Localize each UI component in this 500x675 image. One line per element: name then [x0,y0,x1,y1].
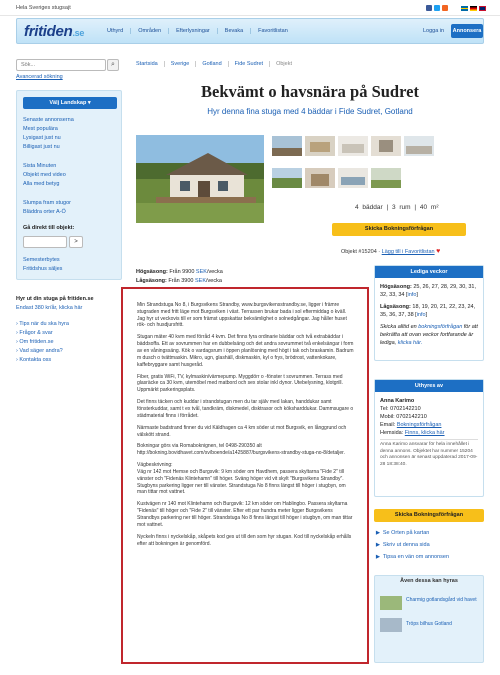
sidebar-item-billigast[interactable]: Billigast just nu [23,144,60,150]
mail-icon: ▶ [376,554,380,560]
similar-thumb[interactable] [380,596,402,610]
direkt-label: Gå direkt till objekt: [23,225,75,231]
flag-uk-icon[interactable] [479,6,486,11]
sidebar-item-saljes[interactable]: Fritidshus säljes [23,266,63,272]
similar-thumb[interactable] [380,618,402,632]
similar-item[interactable]: Charmig gotlandsgård vid havet [406,597,477,603]
crumb-sverige[interactable]: Sverige [164,61,196,67]
crumb-startsida[interactable]: Startsida [136,61,158,67]
thumb-photo[interactable] [272,168,302,188]
site-logo[interactable]: fritiden.se [24,23,85,40]
facebook-icon[interactable] [426,5,432,11]
sidebar-menu [16,90,122,280]
crumb-fide-sudret[interactable]: Fide Sudret [228,61,269,67]
crumb-objekt: Objekt [269,61,298,67]
page-title: Bekvämt o havsnära på Sudret [201,82,419,101]
booking-link[interactable]: bokningsförfrågan [418,324,463,330]
object-go-button[interactable]: > [69,236,83,248]
crumb-gotland[interactable]: Gotland [195,61,227,67]
thumb-photo[interactable] [371,168,401,188]
thumb-photo[interactable] [338,136,368,156]
main-navbar [16,18,484,44]
annonsera-button[interactable]: Annonsera [451,24,483,38]
info-link[interactable]: info [407,292,417,298]
social-icons [426,5,448,11]
flag-de-icon[interactable] [470,6,477,11]
heart-icon[interactable]: ♥ [436,248,441,255]
thumb-photo[interactable] [305,136,335,156]
sidebar-item-orter[interactable]: Bläddra orter A-Ö [23,209,66,215]
advanced-search-link[interactable]: Avancerad sökning [16,74,63,80]
tip-friend-link[interactable]: ▶ Tipsa en vän om annonsen [376,554,450,560]
lediga-veckor-box: Lediga veckor Högsäsong: 25, 26, 27, 28, 29, 30, 31, 32, 33, 34 [info] Lågsäsong: 18, 19, 20, 21, 22, 23, 24, 35, 36, 37, 38 [info] Skicka alltid en bokningsförfrågan för att bekräfta att ovan veckor fortfarande är lediga, klicka här. [374,265,484,361]
login-link[interactable]: Logga in [423,28,445,34]
owner-name: Anna Karimo [380,398,415,404]
sidebar-item-sista-minuten[interactable]: Sista Minuten [23,163,57,169]
link-om[interactable]: › Om fritiden.se [16,339,54,345]
nav-menu [100,28,295,34]
add-favorite-link[interactable]: Lägg till i Favoritlistan [381,249,435,255]
nav-bevaka[interactable]: Bevaka [217,28,250,34]
sidebar-item-senaste[interactable]: Senaste annonserna [23,117,74,123]
link-kontakt[interactable]: › Kontakta oss [16,357,52,363]
nav-omraden[interactable]: Områden [130,28,168,34]
hyr-ut-title: Hyr ut din stuga på fritiden.se [16,296,94,302]
link-fragor[interactable]: › Frågor & svar [16,330,53,336]
sidebar-item-video[interactable]: Objekt med video [23,172,66,178]
breadcrumb [136,61,298,67]
rss-icon[interactable] [442,5,448,11]
hyr-ut-link[interactable]: Endast 380 kr/år, klicka här [16,305,83,311]
search-input[interactable] [16,59,106,71]
nav-uthyrd[interactable]: Uthyrd [107,28,124,34]
language-flags [461,6,486,11]
text-fade [123,626,367,662]
sidebar-item-betyg[interactable]: Alla med betyg [23,181,60,187]
link-andra[interactable]: › Vad säger andra? [16,348,63,354]
currency-link[interactable]: SEK [195,269,207,275]
email-link[interactable]: Bokningsförfrågan [396,422,442,428]
print-icon: ▶ [376,542,380,548]
booking-request-button-2[interactable]: Skicka Bokningsförfrågan [374,509,484,522]
thumb-photo[interactable] [338,168,368,188]
description-box [121,287,369,664]
map-icon: ▶ [376,530,380,536]
sidebar-item-semesterbyte[interactable]: Semesterbytes [23,257,60,263]
main-photo[interactable] [136,135,264,223]
top-bar [0,0,500,16]
similar-item[interactable]: Tröps bilhus Gotland [406,621,452,627]
currency-link[interactable]: SEK [195,278,207,284]
sidebar-item-populara[interactable]: Mest populära [23,126,58,132]
thumb-photo[interactable] [404,136,434,156]
page-subtitle: Hyr denna fina stuga med 4 bäddar i Fide Sudret, Gotland [207,107,413,116]
map-link[interactable]: ▶ Se Orten på kartan [376,530,430,536]
sidebar-item-lysigast[interactable]: Lysigast just nu [23,135,61,141]
object-info: Objekt #15204 · Lägg till i Favoritlistan ♥ [341,248,441,255]
season-prices: Högsäsong: Från 9900 SEK/vecka Lågsäsong: Från 3900 SEK/vecka [136,269,223,284]
thumb-photo[interactable] [305,168,335,188]
similar-listings: Även dessa kan hyras Charmig gotlandsgård vid havet Tröps bilhus Gotland [374,575,484,663]
info-link[interactable]: info [416,312,426,318]
booking-request-button[interactable]: Skicka Bokningsförfrågan [332,223,466,236]
click-here-link[interactable]: klicka här. [397,340,423,346]
nav-favoritlistan[interactable]: Favoritlistan [250,28,295,34]
twitter-icon[interactable] [434,5,440,11]
property-specs: 4 bäddar | 3 rum | 40 m² [355,204,439,211]
thumb-photo[interactable] [272,136,302,156]
sidebar-item-slumpa[interactable]: Slumpa fram stugor [23,200,71,206]
site-tagline: Hela Sveriges stugsajt [16,5,71,11]
print-link[interactable]: ▶ Skriv ut denna sida [376,542,430,548]
thumb-photo[interactable] [371,136,401,156]
uthyres-box: Uthyres av Anna Karimo Tel: 0702142210 Mobil: 0702142210 Email: Bokningsförfrågan Hemsida: Finns, klicka här Anna Karimo ansvarar för hela innehållet i denna annons. Objektet har nummer 15204 och annonsen är senast uppdaterad 2017-09-28 18:38:40. [374,379,484,497]
flag-se-icon[interactable] [461,6,468,11]
choose-landskap-button[interactable]: Välj Landskap ▾ [23,97,117,109]
description-text: Min Strandstuga No 8, i Burgsvikens Strandby, www.burgsvikensstrandby.se, ligger i främre stugraden med fritt läge mot Burgsviken i väst. Terrassen brukar bada i sol eftermiddag o kväll. Jag hyr ut veckovis till er som främst uppskattar bekvämlighet o solnedgångar. Jag håller huset rök- och husdjursfritt. Stugan mäter 40 kvm med förråd 4 kvm. Det finns fyra ordinarie bäddar och två extrabäddar i bäddsoffa. Ett av sovrummen har en dubbelsäng och det andra sovrummet två enkelsängar i form av en våningssäng. Kök o vardagsrum i öppen planlösning med högt i tak och braskamin. Badrum m dusch o tvättmaskin. Mikro, ugn, glashäll, diskmaskin, kyl o frys, brödrost, vattenkokare, kaffebryggare samt husgeråd. Fiber, gratis WiFi, TV, kylmaskin/värmepump. Myggdörr o -fönster t sovrummen. Terrass med glasräcke ca 30 kvm, utemöbel med matbord och sex stolar inkl dynor. Utebelysning, klotgrill. Uppmärkt parkeringsplats. Det finns täcken och kuddar i strandstugan men du tar själv med lakan, handdukar samt fönsterkuddar, samt t ex tvål, tandkräm, diskmedel, disktrasor och köksharddukar. Dammsugare o städmaterial finns i förrådet. Närmaste badstrand finner du vid Käldhagen ca 4 km söder ut mot Burgsvik, en långgrund och välskött strand. Bokningar görs via Romaboknignen, tel 0498-290350 alt http://bokning.bovidhavet.com/sv/boende/a1425887/burgsvikens-strandby-stuga-no-8/detaljer. Vägbeskrivning: Väg nr 142 mot Hemse och Burgsvik: 9 km söder om Havdhem, passera skyltarna "Fide 2" till vänster och "Fidenäs Klintehamn" till höger. Sväng höger vid vit skylt "Burgsvikens Strandby". Stugbyns parkering ligger ner till vänster. Strandstuga No 8 finns längst till höger i stugbyn, om man tittar mot vattnet. Kustvägen nr 140 mot Klintehamn och Burgsvik: 12 km söder om Hablingbo. Passera skyltarna "Fidenäs" till höger och "Fide 2" till vänster. Efter ett par hundra meter ligger Burgsvikens Strandbys parkering ner till höger. Strandstuga No 8 finns längst till höger i stugbyn, om man tittar mot vattnet. Nyckeln finns i nyckelskåp, skåpets kod ges ut till den som hyr stugan. Kod till nyckelskåp erhålls efter att bokningen är genomförd. [137,302,354,547]
link-tips[interactable]: › Tips när du ska hyra [16,321,69,327]
homepage-link[interactable]: Finns, klicka här [404,430,445,436]
search-icon[interactable]: ⌕ [107,59,119,71]
nav-efterlysningar[interactable]: Efterlysningar [168,28,217,34]
object-number-input[interactable] [23,236,67,248]
